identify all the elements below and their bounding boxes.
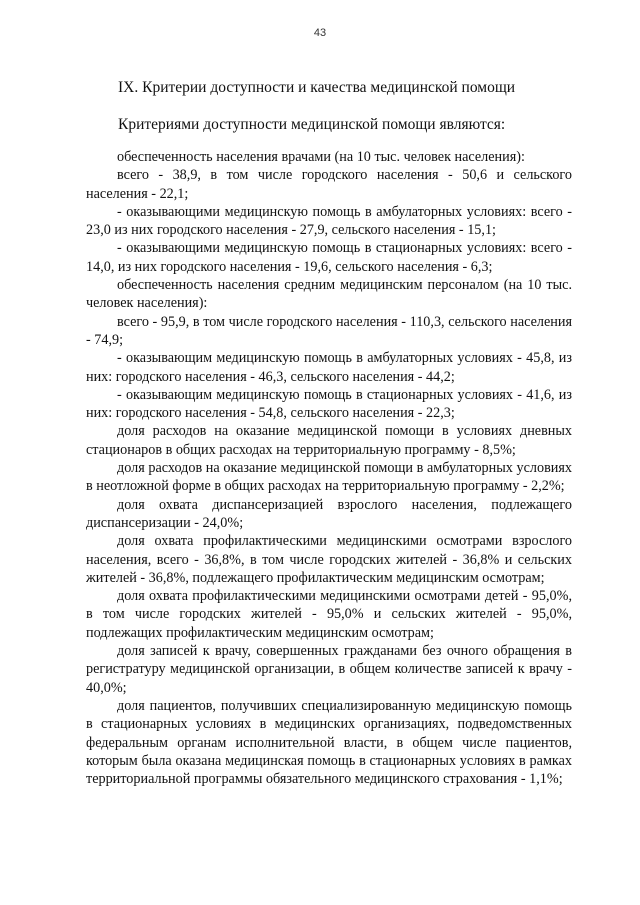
section-heading: IX. Критерии доступности и качества медицинской помощи bbox=[118, 79, 516, 96]
paragraph: доля расходов на оказание медицинской помощи в условиях дневных стационаров в общих расходах на территориальную программу - 8,5%; bbox=[86, 423, 572, 458]
paragraph: - оказывающими медицинскую помощь в амбулаторных условиях: всего - 23,0 из них городского населения - 27,9, сельского населения - 15,1; bbox=[86, 203, 572, 239]
paragraph: доля расходов на оказание медицинской помощи в амбулаторных условиях в неотложной форме в общих расходах на территориальную программу - 2,2%; bbox=[86, 460, 572, 495]
paragraph: всего - 95,9, в том числе городского населения - 110,3, сельского населения - 74,9; bbox=[86, 313, 572, 348]
paragraph: - оказывающим медицинскую помощь в амбулаторных условиях - 45,8, из них: городского населения - 46,3, сельского населения - 44,2; bbox=[86, 350, 572, 385]
paragraph: - оказывающим медицинскую помощь в стационарных условиях - 41,6, из них: городского населения - 54,8, сельского населения - 22,3; bbox=[86, 386, 572, 422]
body-text bbox=[86, 148, 572, 788]
paragraph: доля охвата профилактическими медицинскими осмотрами детей - 95,0%, в том числе городских жителей - 95,0% и сельских жителей - 95,0%, подлежащих профилактическим медицинским осмотрам; bbox=[86, 588, 572, 641]
paragraph: обеспеченность населения средним медицинским персоналом (на 10 тыс. человек населения): bbox=[86, 277, 572, 312]
paragraph: обеспеченность населения врачами (на 10 тыс. человек населения): bbox=[117, 149, 525, 165]
paragraph: доля записей к врачу, совершенных гражданами без очного обращения в регистратуру медицинской организации, в общем количестве записей к врачу - 40,0%; bbox=[86, 643, 572, 696]
paragraph: - оказывающими медицинскую помощь в стационарных условиях: всего - 14,0, из них городского населения - 19,6, сельского населения - 6,3; bbox=[86, 240, 572, 275]
paragraph: доля пациентов, получивших специализированную медицинскую помощь в стационарных условиях в медицинских организациях, подведомственных федеральным органам исполнительной власти, в общем числе пациентов, которым была оказана медицинская помощь в стационарных условиях в рамках территориальной программы обязательного медицинского страхования - 1,1%; bbox=[86, 697, 572, 788]
paragraph: всего - 38,9, в том числе городского населения - 50,6 и сельского населения - 22,1; bbox=[86, 167, 572, 202]
intro-text: Критериями доступности медицинской помощи являются: bbox=[118, 116, 506, 133]
paragraph: доля охвата диспансеризацией взрослого населения, подлежащего диспансеризации - 24,0%; bbox=[86, 496, 572, 531]
paragraph: доля охвата профилактическими медицинскими осмотрами взрослого населения, всего - 36,8%, в том числе городских жителей - 36,8% и сельских жителей - 36,8%, подлежащего профилактическим медицинским осмотрам; bbox=[86, 533, 572, 586]
page-number: 43 bbox=[313, 27, 327, 39]
